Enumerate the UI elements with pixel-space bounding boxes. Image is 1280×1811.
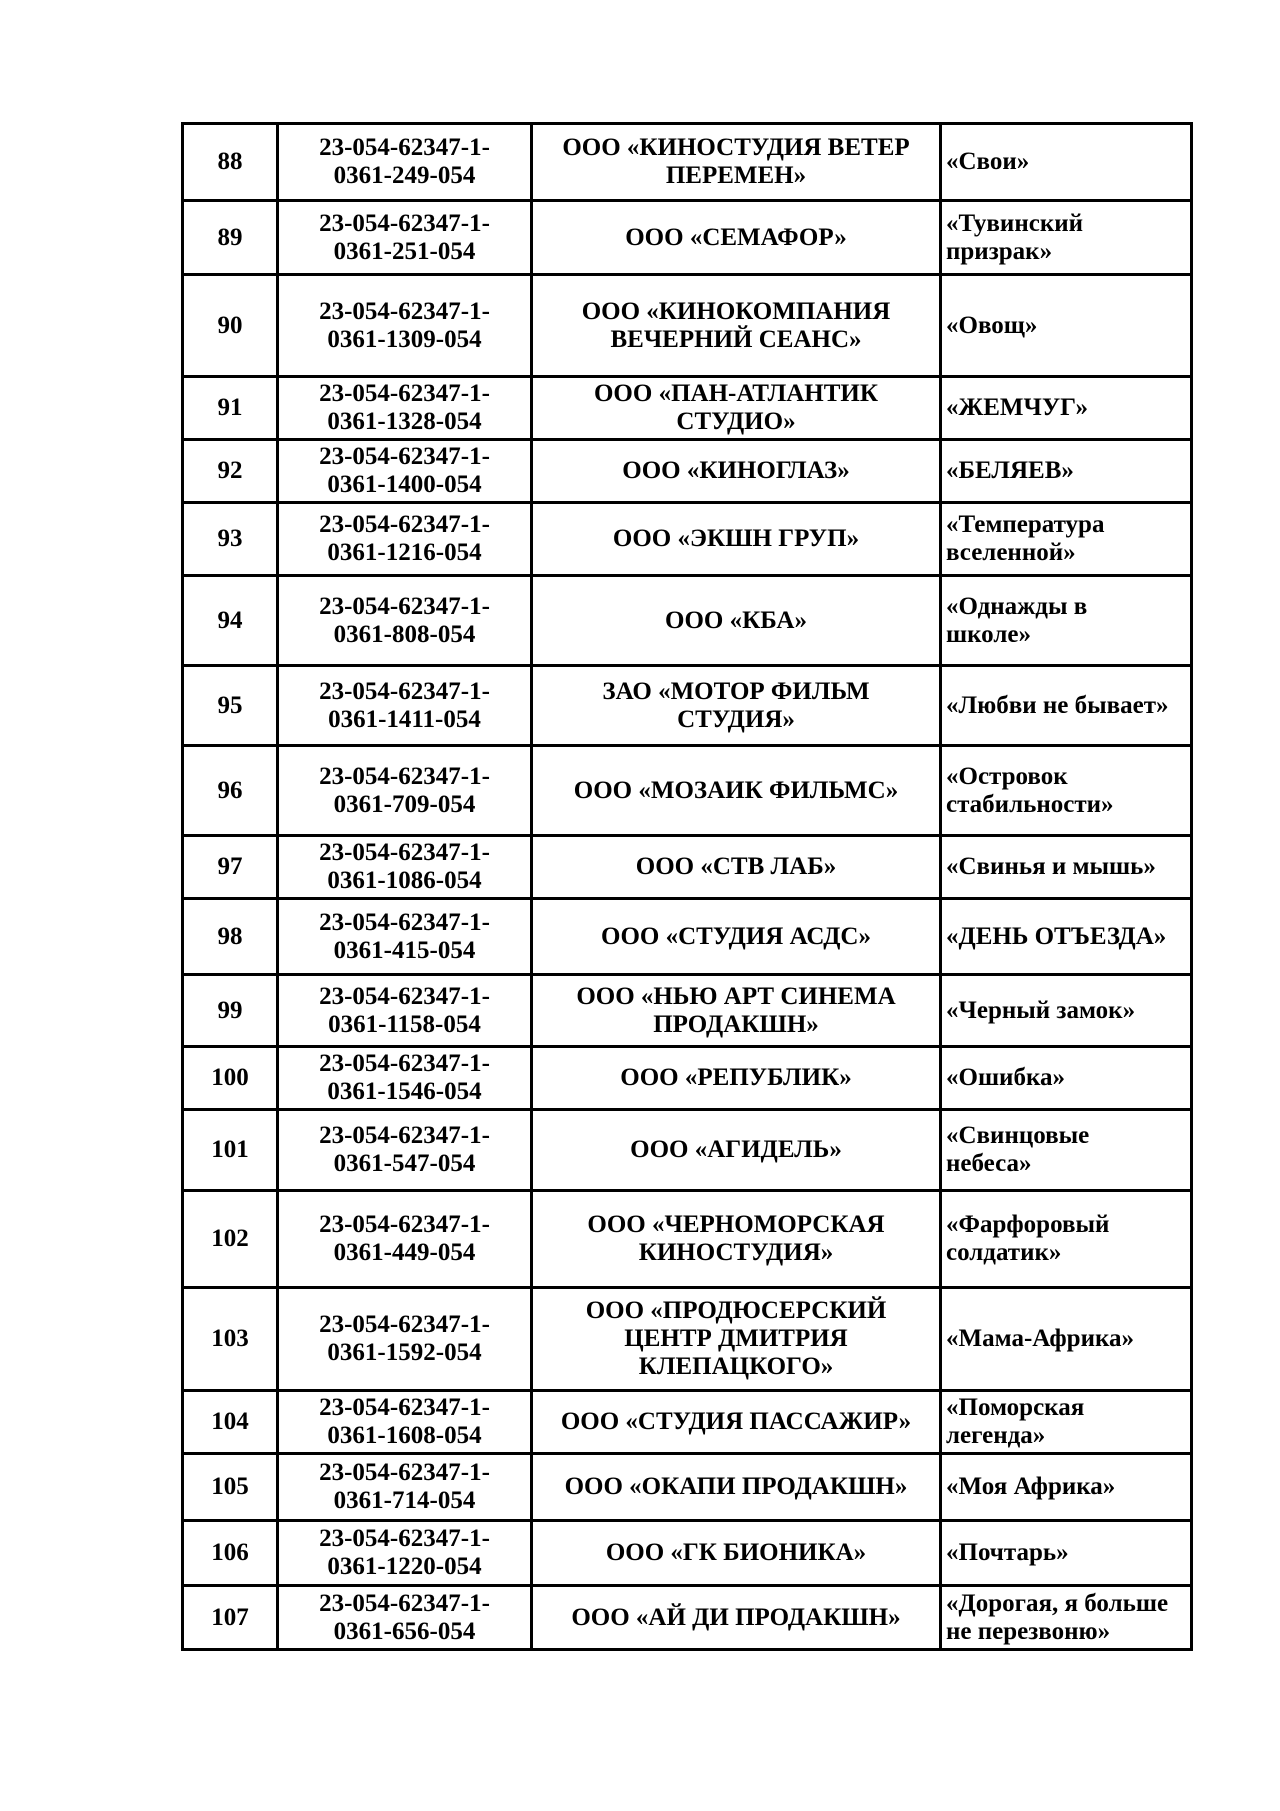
text-line: «Тувинский [946,209,1084,237]
film-title-cell [941,1454,1192,1521]
row-number-cell: 92 [183,440,278,503]
company-name-cell [532,576,941,666]
table-row [183,899,1192,975]
registration-number-cell [278,201,532,275]
film-title-cell [941,1391,1192,1454]
table-row [183,201,1192,275]
row-number-cell: 95 [183,666,278,746]
registration-number-cell [278,836,532,899]
text-line: небеса» [946,1150,1032,1177]
text-line: ООО «КИНОГЛАЗ» [622,457,850,484]
text-line: 23-054-62347-1- [319,1525,490,1552]
text-line: 23-054-62347-1- [319,511,490,538]
text-line: КЛЕПАЦКОГО» [638,1353,834,1380]
text-line: «Температура [946,511,1105,538]
text-line: ООО «ПАН-АТЛАНТИК [593,380,879,407]
film-title-cell [941,1047,1192,1110]
text-line: 0361-1546-054 [327,1078,482,1105]
text-line: «Свои» [946,148,1030,175]
registration-number-cell [278,1191,532,1288]
row-number-cell: 98 [183,899,278,975]
text-line: 23-054-62347-1- [319,1589,490,1617]
registration-number-cell [278,1391,532,1454]
text-line: 23-054-62347-1- [319,1394,490,1421]
text-line: ВЕЧЕРНИЙ СЕАНС» [610,325,862,353]
text-line: ООО «НЬЮ АРТ СИНЕМА [576,982,896,1010]
text-line: вселенной» [946,539,1076,566]
film-title-cell [941,746,1192,836]
table-row [183,1391,1192,1454]
text-line: 0361-709-054 [333,790,476,818]
company-name-cell [532,1110,941,1191]
text-line: 0361-1158-054 [328,1010,481,1038]
text-line: ООО «СТУДИЯ АСДС» [601,922,871,950]
text-line: ЦЕНТР ДМИТРИЯ [624,1325,848,1352]
text-line: 23-054-62347-1- [319,1211,490,1238]
text-line: «Дорогая, я больше [946,1589,1169,1617]
film-title-cell [941,275,1192,377]
company-name-cell [532,836,941,899]
text-line: 23-054-62347-1- [319,677,490,705]
text-line: ООО «ОКАПИ ПРОДАКШН» [564,1473,908,1500]
text-line: «Овощ» [946,311,1038,339]
table-row [183,1288,1192,1391]
text-line: не перезвоню» [946,1617,1111,1645]
text-line: «Свинья и мышь» [946,853,1156,880]
text-line: 0361-1220-054 [327,1553,482,1580]
company-name-cell [532,1047,941,1110]
text-line: 23-054-62347-1- [319,839,490,866]
text-line: стабильности» [946,790,1114,818]
text-line: 0361-449-054 [333,1239,476,1266]
table-row [183,377,1192,440]
text-line: «Любви не бывает» [946,691,1169,719]
text-line: 23-054-62347-1- [319,209,490,237]
company-name-cell [532,1288,941,1391]
text-line: 0361-714-054 [333,1487,476,1514]
company-name-cell [532,1454,941,1521]
table-row [183,1047,1192,1110]
text-line: 0361-808-054 [333,620,476,648]
row-number-cell: 91 [183,377,278,440]
registration-number-cell [278,975,532,1047]
text-line: ООО «ПРОДЮСЕРСКИЙ [585,1297,887,1324]
company-name-cell [532,746,941,836]
company-name-cell [532,666,941,746]
text-line: ООО «АЙ ДИ ПРОДАКШН» [571,1603,901,1631]
registration-number-cell [278,576,532,666]
text-line: «Островок [946,762,1068,790]
text-line: легенда» [946,1422,1046,1449]
text-line: ЗАО «МОТОР ФИЛЬМ [602,677,870,705]
text-line: «Свинцовые [946,1122,1090,1149]
text-line: 0361-1086-054 [327,867,482,894]
registration-number-cell [278,899,532,975]
text-line: 23-054-62347-1- [319,1459,490,1486]
text-line: 0361-1400-054 [327,471,482,498]
text-line: 23-054-62347-1- [319,982,490,1010]
text-line: 0361-1216-054 [327,539,482,566]
text-line: 23-054-62347-1- [319,380,490,407]
company-name-cell [532,503,941,576]
film-title-cell [941,503,1192,576]
table-row [183,576,1192,666]
text-line: ООО «КИНОСТУДИЯ ВЕТЕР [562,134,910,161]
text-line: 0361-1411-054 [328,705,481,733]
company-name-cell [532,975,941,1047]
film-title-cell [941,576,1192,666]
text-line: ООО «ЭКШН ГРУП» [612,525,860,552]
text-line: 0361-251-054 [333,237,476,265]
registration-number-cell [278,1288,532,1391]
text-line: 23-054-62347-1- [319,592,490,620]
registration-number-cell [278,377,532,440]
row-number-cell: 106 [183,1521,278,1586]
film-title-cell [941,440,1192,503]
registration-number-cell [278,124,532,201]
text-line: ООО «АГИДЕЛЬ» [630,1136,842,1163]
registry-table-body [183,124,1192,1650]
table-row [183,1586,1192,1650]
text-line: ООО «КБА» [665,606,807,634]
text-line: 23-054-62347-1- [319,443,490,470]
row-number-cell: 105 [183,1454,278,1521]
text-line: «Черный замок» [946,996,1136,1024]
company-name-cell [532,1586,941,1650]
text-line: 0361-1592-054 [327,1339,482,1366]
text-line: 23-054-62347-1- [319,297,490,325]
text-line: СТУДИО» [676,408,796,435]
registration-number-cell [278,1586,532,1650]
text-line: 23-054-62347-1- [319,908,490,936]
registration-number-cell [278,1047,532,1110]
text-line: «Мама-Африка» [946,1325,1135,1352]
company-name-cell [532,124,941,201]
text-line: ПЕРЕМЕН» [665,162,807,189]
film-title-cell [941,1521,1192,1586]
text-line: «ЖЕМЧУГ» [946,394,1088,421]
text-line: 0361-656-054 [333,1617,476,1645]
table-row [183,124,1192,201]
row-number-cell: 88 [183,124,278,201]
row-number-cell: 97 [183,836,278,899]
company-name-cell [532,377,941,440]
row-number-cell: 99 [183,975,278,1047]
text-line: 0361-1309-054 [327,325,482,353]
text-line: «Поморская [946,1394,1085,1421]
registration-number-cell [278,440,532,503]
text-line: 23-054-62347-1- [319,1050,490,1077]
registration-number-cell [278,275,532,377]
registration-number-cell [278,1521,532,1586]
film-title-cell [941,377,1192,440]
company-name-cell [532,1521,941,1586]
row-number-cell: 101 [183,1110,278,1191]
registration-number-cell [278,666,532,746]
text-line: 23-054-62347-1- [319,762,490,790]
registration-number-cell [278,503,532,576]
text-line: призрак» [946,237,1053,265]
row-number-cell: 89 [183,201,278,275]
text-line: «Однажды в [946,592,1088,620]
text-line: школе» [946,620,1031,648]
film-title-cell [941,666,1192,746]
text-line: солдатик» [946,1239,1062,1266]
registration-number-cell [278,1454,532,1521]
text-line: «Фарфоровый [946,1211,1110,1238]
company-name-cell [532,1391,941,1454]
row-number-cell: 93 [183,503,278,576]
text-line: ООО «РЕПУБЛИК» [620,1064,852,1091]
company-name-cell [532,1191,941,1288]
text-line: ООО «СЕМАФОР» [625,223,847,251]
text-line: ООО «СТУДИЯ ПАССАЖИР» [560,1408,912,1435]
table-row [183,503,1192,576]
film-title-cell [941,124,1192,201]
film-title-cell [941,1586,1192,1650]
row-number-cell: 103 [183,1288,278,1391]
film-title-cell [941,1288,1192,1391]
film-title-cell [941,836,1192,899]
text-line: «ДЕНЬ ОТЪЕЗДА» [946,922,1167,950]
text-line: КИНОСТУДИЯ» [638,1239,834,1266]
film-title-cell [941,899,1192,975]
text-line: ООО «КИНОКОМПАНИЯ [581,297,891,325]
table-row [183,975,1192,1047]
table-row [183,666,1192,746]
row-number-cell: 107 [183,1586,278,1650]
text-line: 0361-547-054 [333,1150,476,1177]
registry-table [181,122,1193,1651]
text-line: 0361-1608-054 [327,1422,482,1449]
row-number-cell: 102 [183,1191,278,1288]
row-number-cell: 100 [183,1047,278,1110]
text-line: 0361-249-054 [333,162,476,189]
row-number-cell: 96 [183,746,278,836]
table-row [183,1191,1192,1288]
text-line: ПРОДАКШН» [653,1010,819,1038]
text-line: ООО «МОЗАИК ФИЛЬМС» [573,776,899,804]
table-row [183,275,1192,377]
text-line: ООО «ЧЕРНОМОРСКАЯ [587,1211,885,1238]
company-name-cell [532,440,941,503]
text-line: «Моя Африка» [946,1473,1116,1500]
table-row [183,746,1192,836]
text-line: 23-054-62347-1- [319,134,490,161]
film-title-cell [941,975,1192,1047]
film-title-cell [941,1191,1192,1288]
text-line: «БЕЛЯЕВ» [946,457,1074,484]
text-line: ООО «СТВ ЛАБ» [635,853,837,880]
row-number-cell: 94 [183,576,278,666]
row-number-cell: 104 [183,1391,278,1454]
registration-number-cell [278,1110,532,1191]
text-line: 0361-415-054 [333,936,476,964]
text-line: «Ошибка» [946,1064,1065,1091]
company-name-cell [532,275,941,377]
company-name-cell [532,899,941,975]
row-number-cell: 90 [183,275,278,377]
film-title-cell [941,201,1192,275]
text-line: 0361-1328-054 [327,408,482,435]
text-line: «Почтарь» [946,1539,1069,1566]
text-line: 23-054-62347-1- [319,1122,490,1149]
table-row [183,1454,1192,1521]
table-row [183,440,1192,503]
text-line: СТУДИЯ» [677,705,795,733]
table-row [183,1521,1192,1586]
company-name-cell [532,201,941,275]
text-line: 23-054-62347-1- [319,1311,490,1338]
table-row [183,836,1192,899]
film-title-cell [941,1110,1192,1191]
table-row [183,1110,1192,1191]
registration-number-cell [278,746,532,836]
text-line: ООО «ГК БИОНИКА» [605,1539,867,1566]
